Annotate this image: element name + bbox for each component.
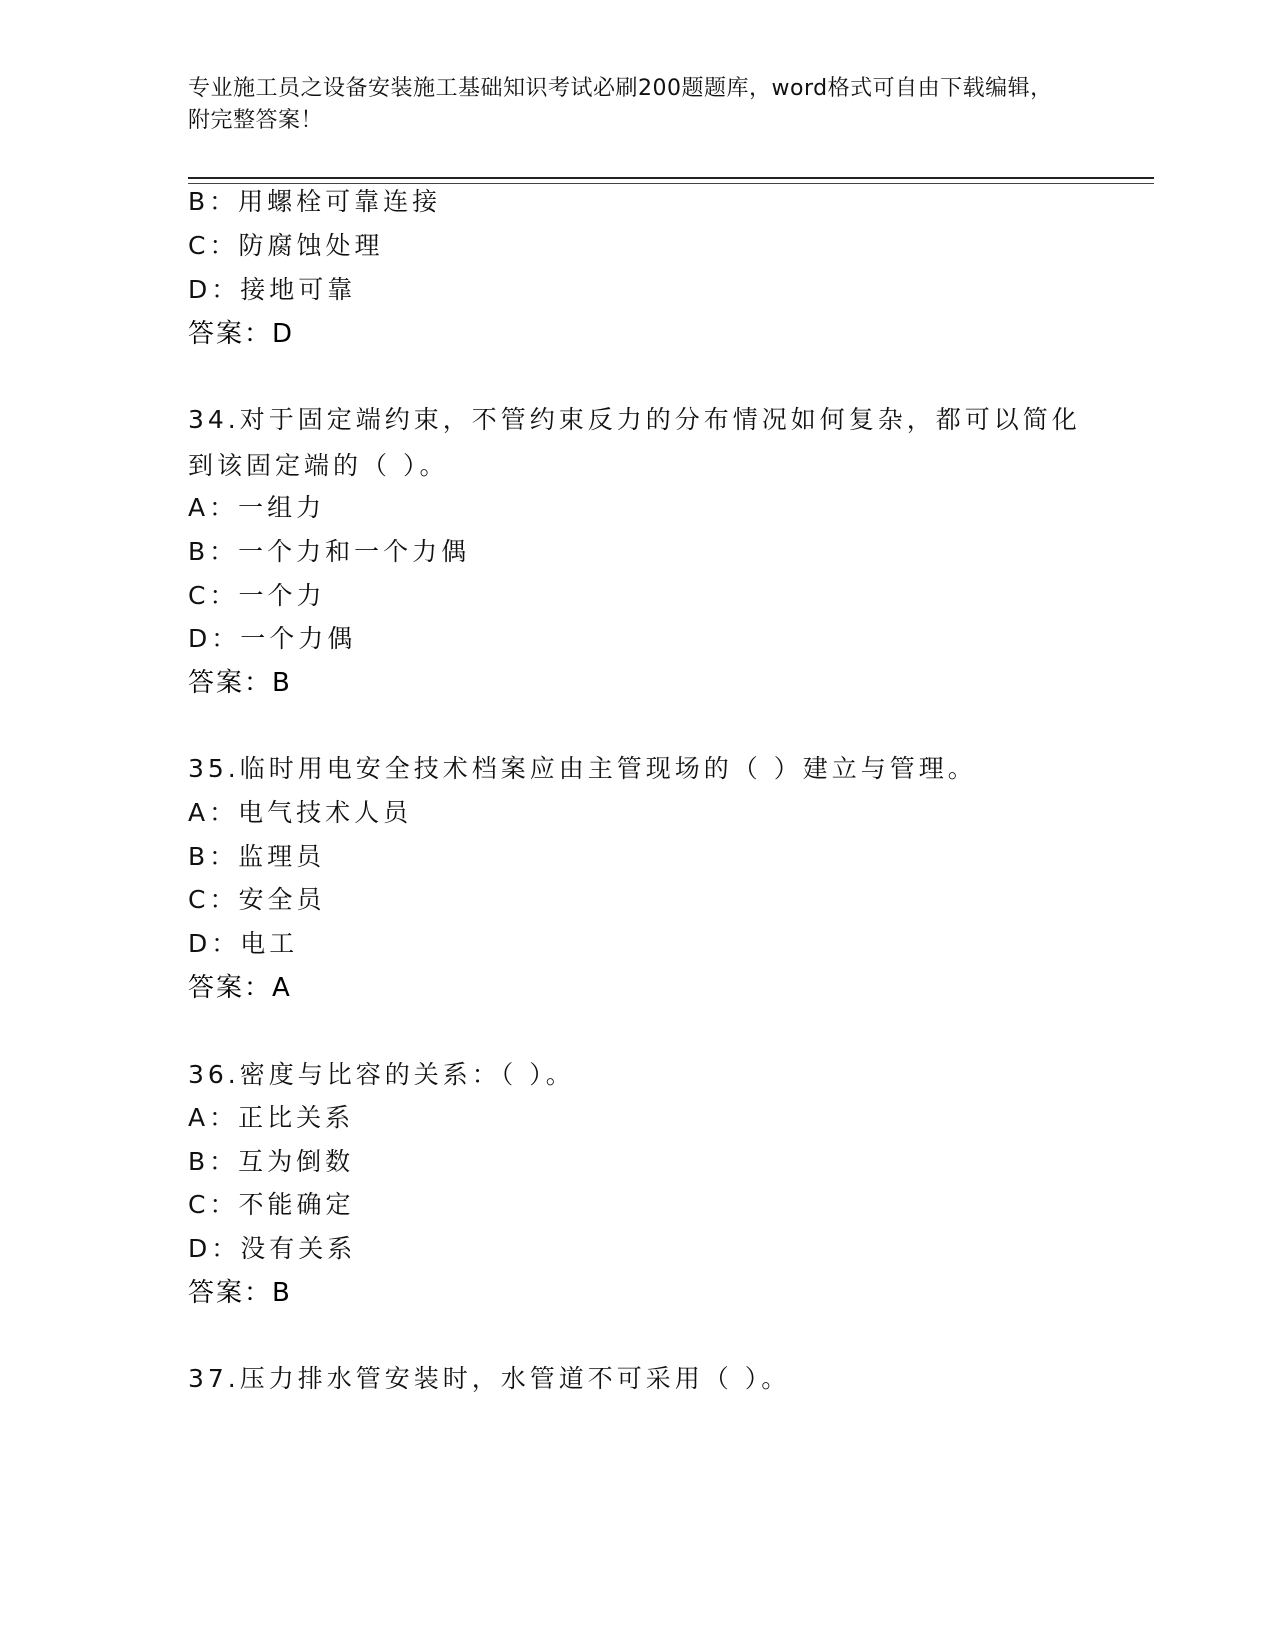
q35-option-b: B：监理员: [188, 842, 326, 871]
q33-answer: 答案：D: [188, 319, 295, 349]
q34-option-c: C：一个力: [188, 581, 326, 610]
q33-option-c: C：防腐蚀处理: [188, 231, 384, 260]
q35-option-a: A：电气技术人员: [188, 798, 413, 827]
q33-option-d: D：接地可靠: [188, 275, 357, 304]
header-divider-thin: [188, 183, 1154, 184]
q34-option-a: A：一组力: [188, 493, 326, 522]
q34-option-d: D：一个力偶: [188, 624, 357, 653]
q36-option-b: B：互为倒数: [188, 1147, 355, 1176]
q35-answer: 答案：A: [188, 973, 292, 1003]
q35-stem: 35.临时用电安全技术档案应由主管现场的（ ）建立与管理。: [188, 754, 977, 783]
q36-option-a: A：正比关系: [188, 1103, 355, 1132]
document-header-title: 专业施工员之设备安装施工基础知识考试必刷200题题库，word格式可自由下载编辑，附完整答案！: [188, 76, 1053, 133]
q36-answer: 答案：B: [188, 1278, 292, 1308]
q36-stem: 36.密度与比容的关系：（ ）。: [188, 1060, 575, 1089]
q36-option-d: D：没有关系: [188, 1234, 357, 1263]
q34-option-b: B：一个力和一个力偶: [188, 537, 471, 566]
header-divider-thick: [188, 177, 1154, 179]
q33-option-b: B：用螺栓可靠连接: [188, 187, 442, 216]
q37-stem: 37.压力排水管安装时，水管道不可采用（ ）。: [188, 1364, 791, 1393]
q36-option-c: C：不能确定: [188, 1190, 355, 1219]
q35-option-c: C：安全员: [188, 885, 326, 914]
q34-answer: 答案：B: [188, 668, 292, 698]
q34-stem: 34.对于固定端约束，不管约束反力的分布情况如何复杂，都可以简化到该固定端的（ ）。: [188, 405, 1081, 480]
q35-option-d: D：电工: [188, 929, 299, 958]
